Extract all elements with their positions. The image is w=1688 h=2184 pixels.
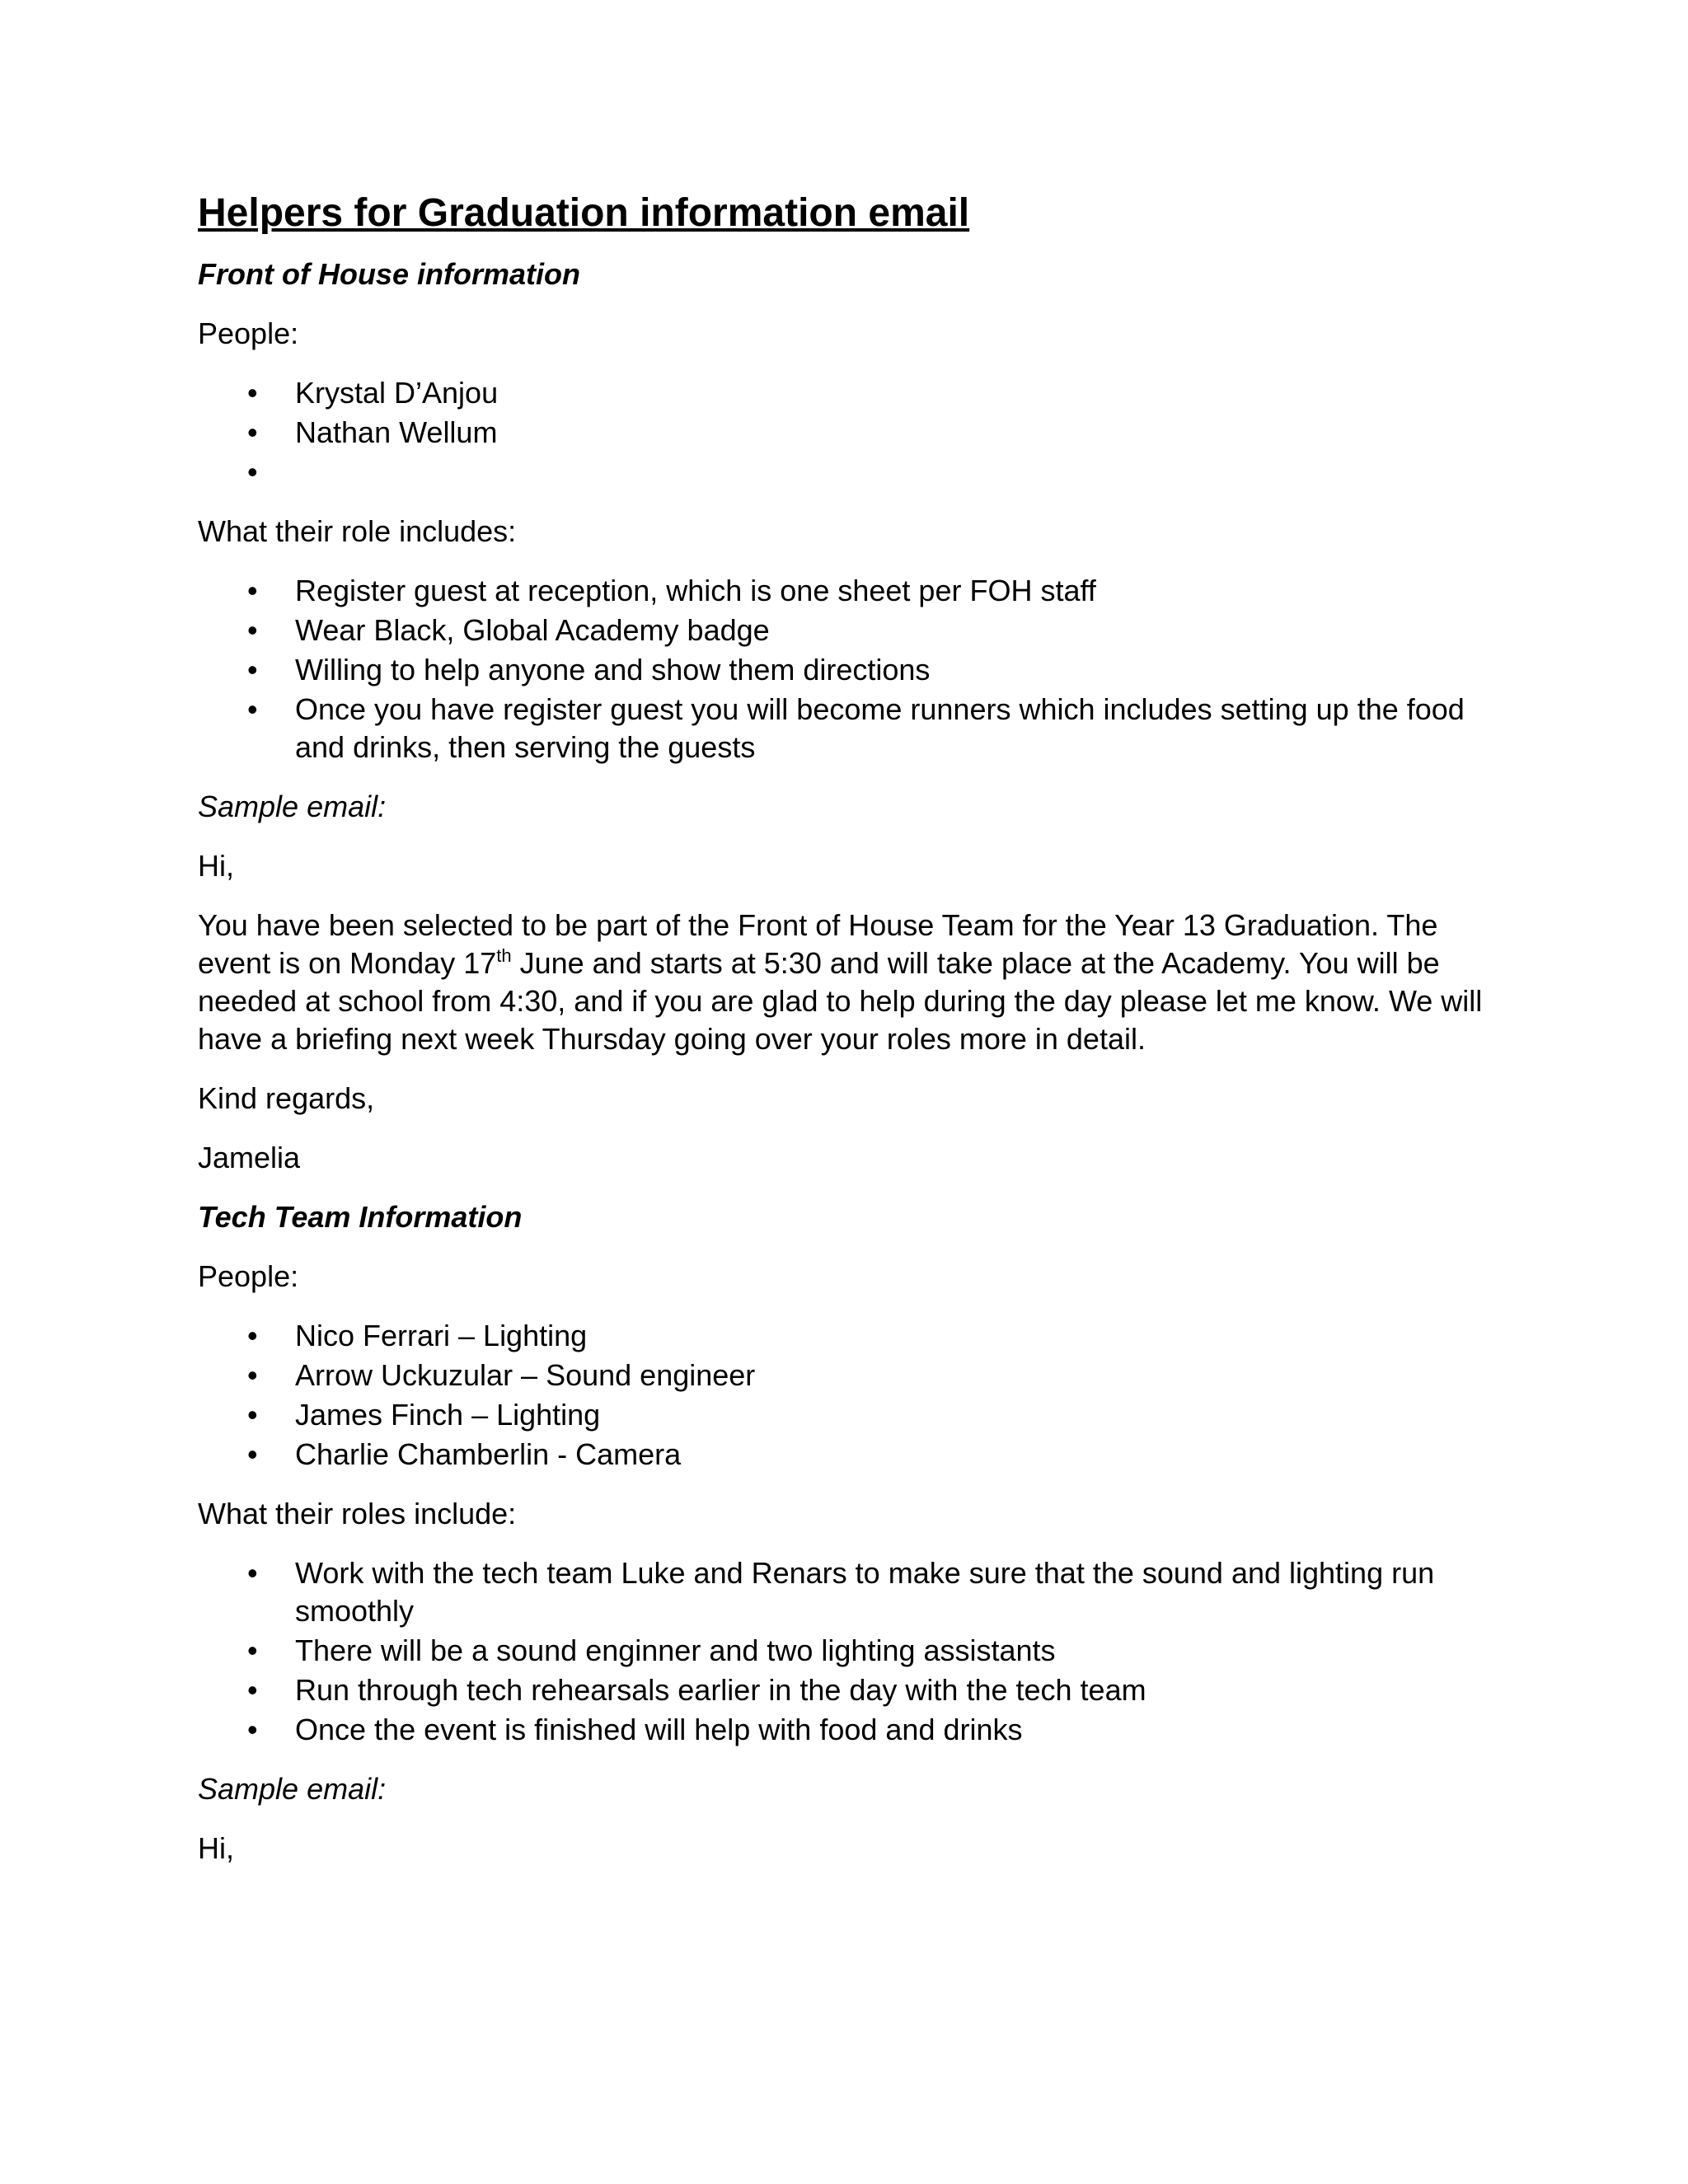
bullet-icon: •	[247, 376, 258, 410]
list-item	[198, 453, 1484, 491]
foh-role-label: What their role includes:	[198, 514, 517, 548]
bullet-icon: •	[247, 1713, 258, 1746]
foh-email-body: You have been selected to be part of the Front of House Team for the Year 13 Graduation. The event is on Monday 17th June and starts at 5:30 and will take place at the Academy. You will be needed at school from 4:30, and if you are glad to help during the day please let me know. We will have a briefing next week Thursday going over your roles more in detail.	[198, 908, 1483, 1056]
list-item: • Wear Black, Global Academy badge	[198, 612, 1484, 649]
foh-heading: Front of House information	[198, 257, 580, 291]
bullet-icon: •	[247, 415, 258, 449]
tech-people-list	[198, 1317, 1484, 1474]
list-item: • Charlie Chamberlin - Camera	[198, 1436, 1484, 1474]
tech-greeting: Hi,	[198, 1831, 234, 1865]
bullet-icon: •	[247, 1398, 258, 1432]
list-item: • Once the event is finished will help with food and drinks	[198, 1711, 1484, 1749]
bullet-icon: •	[247, 1437, 258, 1471]
tech-people-label: People:	[198, 1259, 299, 1293]
bullet-icon: •	[247, 1319, 258, 1352]
list-item: • James Finch – Lighting	[198, 1396, 1484, 1434]
list-item: • Work with the tech team Luke and Renars to make sure that the sound and lighting run smoothly	[247, 1556, 1435, 1628]
tech-roles-list	[198, 1554, 1484, 1749]
list-item: • Once you have register guest you will become runners which includes setting up the food and drinks, then serving the guests	[247, 692, 1465, 764]
bullet-icon: •	[247, 1673, 258, 1707]
foh-people-list	[198, 374, 1484, 491]
document-title: Helpers for Graduation information email	[198, 191, 970, 235]
list-item: • Krystal D’Anjou	[198, 374, 1484, 412]
bullet-icon: •	[247, 574, 258, 607]
list-item: • Nico Ferrari – Lighting	[198, 1317, 1484, 1355]
tech-sample-label: Sample email:	[198, 1772, 387, 1806]
foh-signoff: Kind regards,	[198, 1081, 375, 1115]
foh-sample-label: Sample email:	[198, 790, 387, 823]
bullet-icon: •	[247, 1633, 258, 1667]
document-page	[198, 190, 1484, 1889]
bullet-icon: •	[247, 1358, 258, 1392]
foh-roles-list	[198, 572, 1484, 766]
foh-greeting: Hi,	[198, 849, 234, 883]
list-item: • There will be a sound enginner and two lighting assistants	[198, 1632, 1484, 1670]
tech-heading: Tech Team Information	[198, 1200, 523, 1234]
list-item: • Willing to help anyone and show them directions	[198, 651, 1484, 689]
foh-signature: Jamelia	[198, 1141, 301, 1174]
list-item: • Nathan Wellum	[198, 414, 1484, 452]
list-item: • Arrow Uckuzular – Sound engineer	[198, 1357, 1484, 1394]
bullet-icon: •	[247, 455, 258, 489]
bullet-icon: •	[247, 692, 258, 726]
bullet-icon: •	[247, 1556, 258, 1590]
bullet-icon: •	[247, 613, 258, 647]
bullet-icon: •	[247, 653, 258, 687]
list-item: • Run through tech rehearsals earlier in the day with the tech team	[198, 1671, 1484, 1709]
tech-role-label: What their roles include:	[198, 1497, 517, 1530]
foh-people-label: People:	[198, 316, 299, 350]
list-item: • Register guest at reception, which is one sheet per FOH staff	[198, 572, 1484, 610]
